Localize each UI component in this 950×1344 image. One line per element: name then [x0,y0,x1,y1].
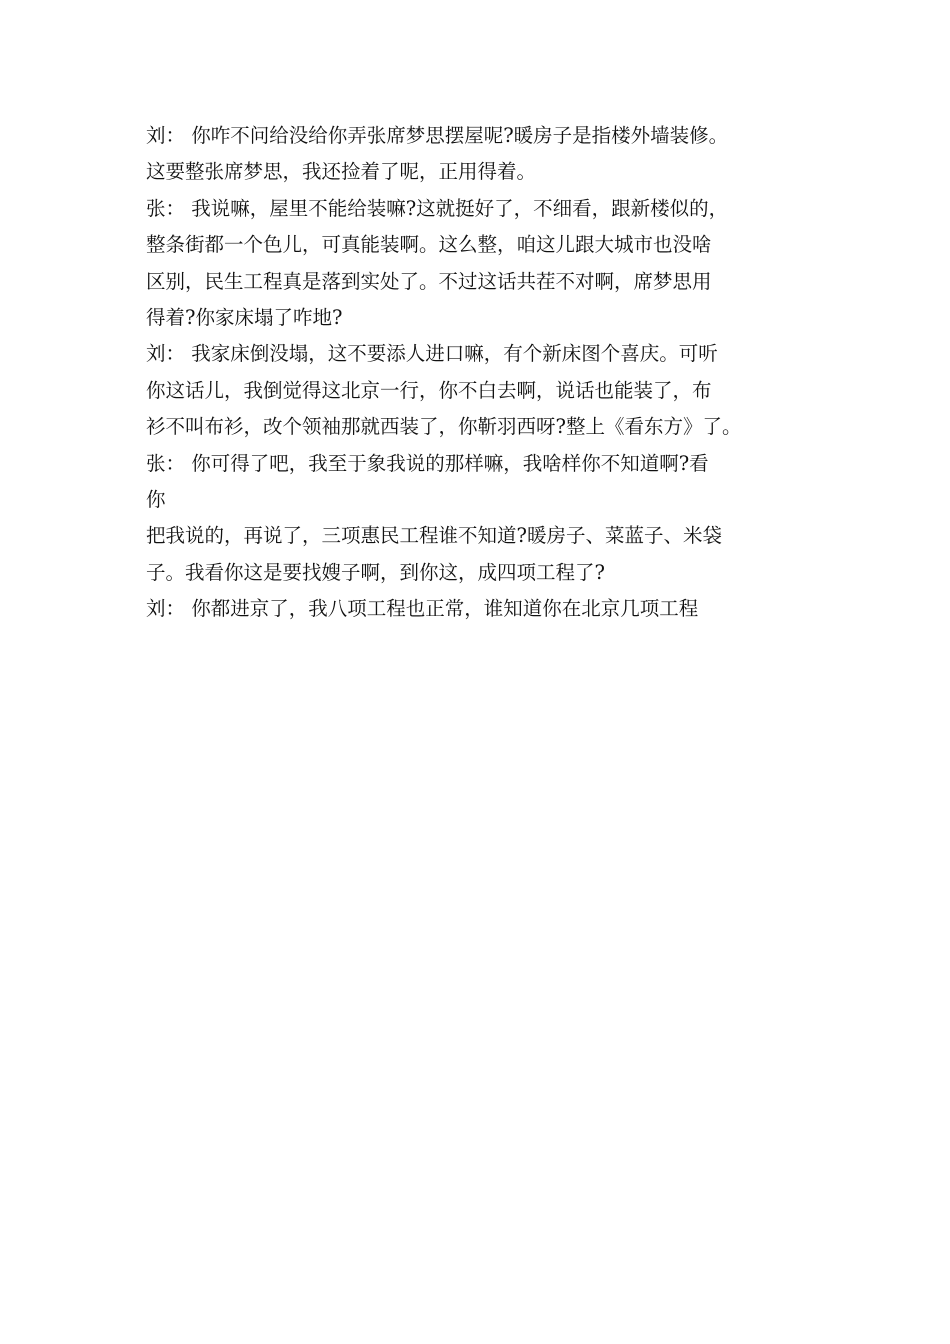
text-line: 刘： 我家床倒没塌，这不要添人进口嘛，有个新床图个喜庆。可听 [146,342,718,366]
text-line: 整条街都一个色儿，可真能装啊。这么整，咱这儿跟大城市也没啥 [146,233,712,257]
text-line: 刘： 你咋不问给没给你弄张席梦思摆屋呢?暖房子是指楼外墙装修。 [146,124,729,147]
text-line: 你这话儿，我倒觉得这北京一行，你不白去啊，说话也能装了，布 [146,378,712,402]
text-line: 这要整张席梦思，我还捡着了呢，正用得着。 [146,160,537,184]
text-line: 把我说的，再说了，三项惠民工程谁不知道?暖房子、菜蓝子、米袋 [146,524,722,548]
text-line: 得着?你家床塌了咋地? [146,305,343,329]
text-line: 衫不叫布衫，改个领袖那就西装了，你靳羽西呀?整上《看东方》了。 [146,415,742,439]
text-line: 区别，民生工程真是落到实处了。不过这话共茬不对啊，席梦思用 [146,269,712,293]
text-line: 张： 我说嘛，屋里不能给装嘛?这就挺好了，不细看，跟新楼似的， [146,196,729,220]
text-line: 张： 你可得了吧，我至于象我说的那样嘛，我啥样你不知道啊?看 [146,451,709,475]
text-line: 刘： 你都进京了，我八项工程也正常，谁知道你在北京几项工程 [146,597,699,621]
text-line: 你 [146,487,166,511]
dialogue-text [146,118,836,627]
text-line: 子。我看你这是要找嫂子啊，到你这，成四项工程了? [146,560,605,584]
